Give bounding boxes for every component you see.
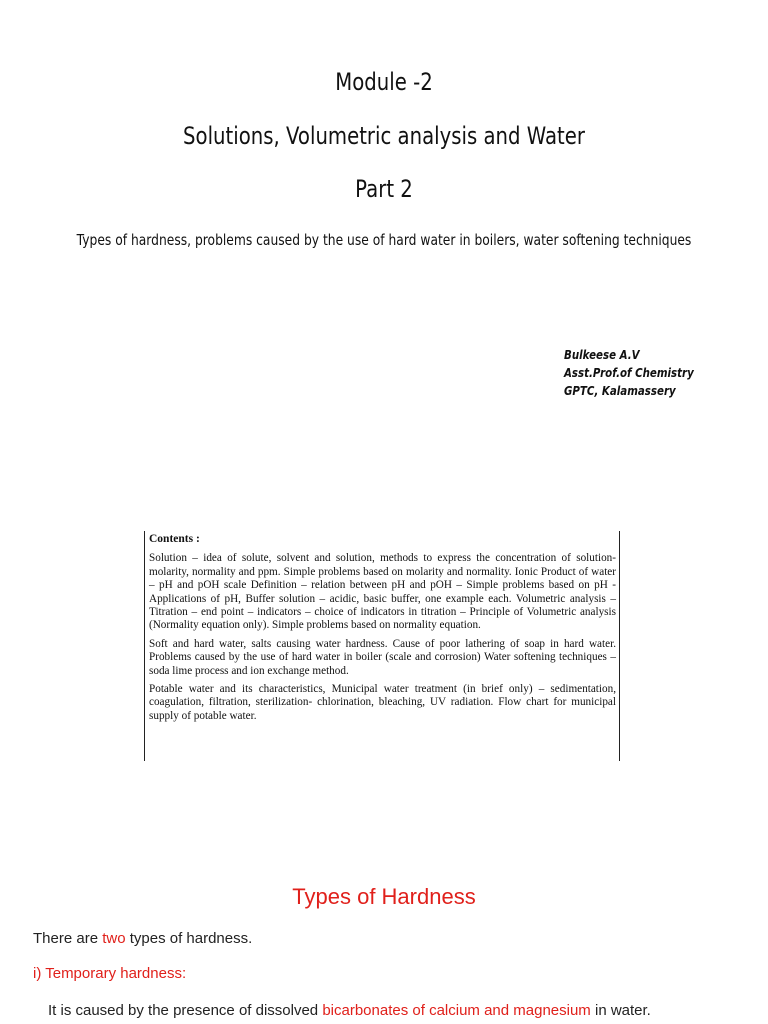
part-title: Part 2 (355, 175, 413, 203)
intro-text-start: There are (33, 930, 103, 947)
contents-paragraph: Potable water and its characteristics, Municipal water treatment (in brief only) – sedimentation, coagulation, filtration, sterilization- chlorination, bleaching, UV radiation. Flow chart for municipal supply of potable water. (149, 683, 616, 722)
contents-paragraph: Soft and hard water, salts causing water hardness. Cause of poor lathering of soap in hard water. Problems caused by the use of hard water in boiler (scale and corrosion) Water softening techniques – soda lime process and ion exchange method. (149, 637, 616, 677)
contents-heading: Contents : (149, 533, 200, 545)
module-title: Module -2 (335, 68, 433, 96)
document-title: Solutions, Volumetric analysis and Water (183, 122, 585, 150)
contents-paragraph: Solution – idea of solute, solvent and solution, methods to express the concentration of solution- molarity, normality and ppm. Simple problems based on molarity and normality. Ionic Product of water – pH and pOH scale Definition – relation between pH and pOH – Simple problems based on pH - Applications of pH, Buffer solution – acidic, basic buffer, one example each. Volumetric analysis – Titration – end point – indicators – choice of indicators in titration – Principle of Volumetric analysis (Normality equation only). Simple problems based on normality equation. (149, 552, 616, 632)
intro-highlight: two (102, 930, 126, 947)
author-position: Asst.Prof.of Chemistry (564, 365, 694, 380)
syllabus-contents-box (144, 531, 620, 761)
temporary-hardness-heading: i) Temporary hardness: (33, 965, 187, 982)
cause-text-start: It is caused by the presence of dissolved (48, 1002, 323, 1019)
cause-highlight: bicarbonates of calcium and magnesium (322, 1002, 591, 1019)
author-institution: GPTC, Kalamassery (564, 383, 676, 398)
author-name: Bulkeese A.V (564, 347, 640, 362)
intro-text-end: types of hardness. (125, 930, 253, 947)
cause-sentence (48, 1002, 651, 1019)
author-block (564, 346, 694, 400)
topics-subtitle: Types of hardness, problems caused by the use of hard water in boilers, water softening techniques (76, 231, 692, 249)
cause-text-end: in water. (590, 1002, 651, 1019)
section-heading: Types of Hardness (292, 884, 476, 909)
intro-sentence (33, 930, 252, 947)
